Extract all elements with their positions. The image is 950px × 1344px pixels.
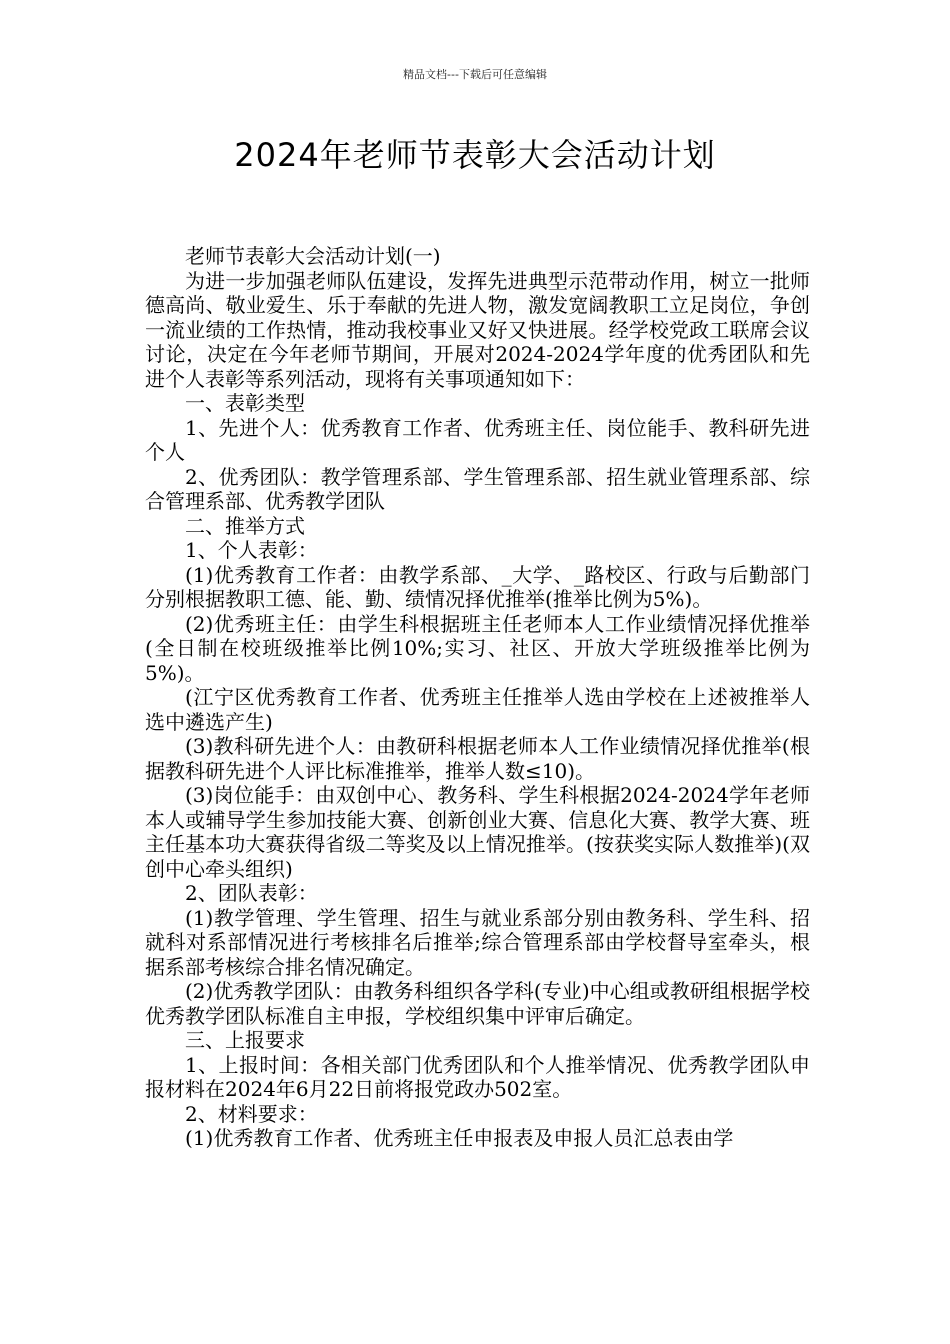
paragraph: (3)教科研先进个人：由教研科根据老师本人工作业绩情况择优推举(根据教科研先进个人评比标准推举，推举人数≤10)。 (145, 734, 810, 783)
paragraph: 2、优秀团队：教学管理系部、学生管理系部、招生就业管理系部、综合管理系部、优秀教学团队 (145, 464, 810, 513)
paragraph: 老师节表彰大会活动计划(一) (185, 244, 441, 268)
paragraph: 1、先进个人：优秀教育工作者、优秀班主任、岗位能手、教科研先进个人 (145, 415, 810, 464)
paragraph: (2)优秀班主任：由学生科根据班主任老师本人工作业绩情况择优推举(全日制在校班级推举比例10%;实习、社区、开放大学班级推举比例为5%)。 (145, 611, 810, 685)
paragraph: (1)优秀教育工作者、优秀班主任申报表及申报人员汇总表由学 (185, 1126, 734, 1150)
subsection-heading: 2、材料要求： (185, 1101, 318, 1126)
document-title: 2024年老师节表彰大会活动计划 (234, 136, 716, 174)
section-heading: 三、上报要求 (185, 1028, 305, 1052)
subsection-heading: 2、团队表彰： (185, 881, 318, 905)
paragraph: (1)优秀教育工作者：由教学系部、_大学、_路校区、行政与后勤部门分别根据教职工德、能、勤、绩情况择优推举(推举比例为5%)。 (145, 562, 810, 611)
page-header-note: 精品文档---下载后可任意编辑 (403, 68, 547, 81)
paragraph: (1)教学管理、学生管理、招生与就业系部分别由教务科、学生科、招就科对系部情况进行考核排名后推举;综合管理系部由学校督导室牵头，根据系部考核综合排名情况确定。 (145, 905, 810, 979)
paragraph: 为进一步加强老师队伍建设，发挥先进典型示范带动作用，树立一批师德高尚、敬业爱生、乐于奉献的先进人物，激发宽阔教职工立足岗位，争创一流业绩的工作热情，推动我校事业又好又快进展。经学校党政工联席会议讨论，决定在今年老师节期间，开展对2024-2024学年度的优秀团队和先进个人表彰等系列活动，现将有关事项通知如下： (145, 268, 810, 391)
subsection-heading: 1、个人表彰： (185, 538, 318, 562)
paragraph: (江宁区优秀教育工作者、优秀班主任推举人选由学校在上述被推举人选中遴选产生) (145, 685, 810, 734)
paragraph: 1、上报时间：各相关部门优秀团队和个人推举情况、优秀教学团队申报材料在2024年6月22日前将报党政办502室。 (145, 1052, 810, 1101)
section-heading: 二、推举方式 (185, 513, 305, 538)
document-body (145, 244, 810, 1151)
paragraph: (3)岗位能手：由双创中心、教务科、学生科根据2024-2024学年老师本人或辅导学生参加技能大赛、创新创业大赛、信息化大赛、教学大赛、班主任基本功大赛获得省级二等奖及以上情况推举。(按获奖实际人数推举)(双创中心牵头组织) (145, 783, 810, 881)
paragraph: (2)优秀教学团队：由教务科组织各学科(专业)中心组或教研组根据学校优秀教学团队标准自主申报，学校组织集中评审后确定。 (145, 979, 810, 1028)
section-heading: 一、表彰类型 (185, 391, 305, 415)
